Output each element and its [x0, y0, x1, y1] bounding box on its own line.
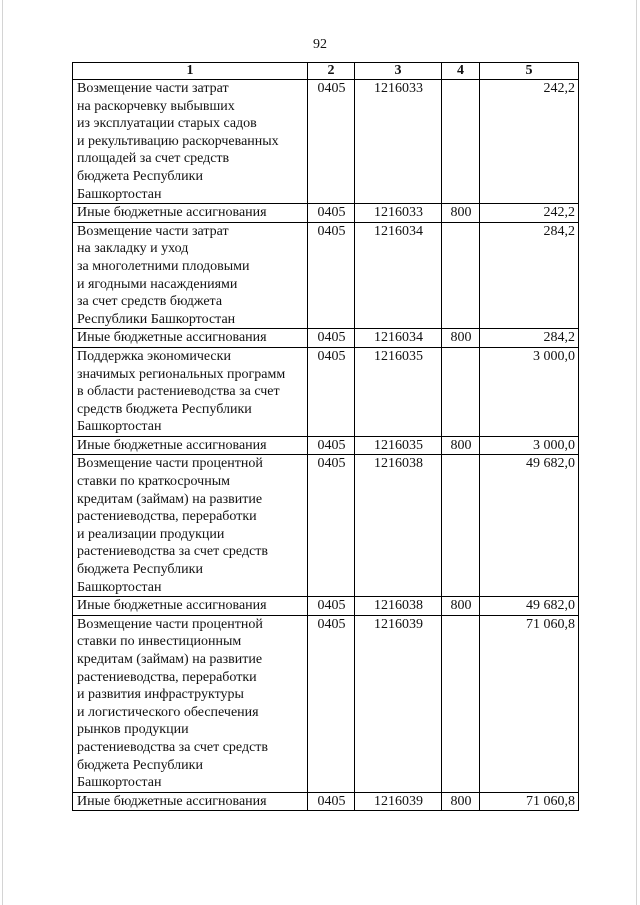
table-header-row	[73, 63, 579, 80]
table-row	[73, 792, 579, 811]
row-target-code: 1216035	[355, 347, 442, 436]
row-type-code: 800	[442, 329, 480, 348]
row-section-code: 0405	[308, 615, 355, 792]
row-section-code: 0405	[308, 436, 355, 455]
row-name: Иные бюджетные ассигнования	[73, 329, 308, 348]
row-section-code: 0405	[308, 80, 355, 204]
row-type-code	[442, 615, 480, 792]
row-type-code	[442, 455, 480, 597]
row-name: Возмещение части затрат на закладку и уход за многолетними плодовыми и ягодными насаждениями за счет средств бюджета Республики Башкортостан	[73, 222, 308, 329]
row-section-code: 0405	[308, 329, 355, 348]
row-target-code: 1216038	[355, 455, 442, 597]
row-amount: 71 060,8	[480, 615, 579, 792]
budget-table	[72, 62, 579, 811]
row-amount: 71 060,8	[480, 792, 579, 811]
table-row	[73, 436, 579, 455]
page-number: 92	[313, 37, 327, 52]
row-type-code: 800	[442, 436, 480, 455]
row-type-code: 800	[442, 597, 480, 616]
scan-left-edge	[2, 0, 3, 905]
row-type-code	[442, 347, 480, 436]
table-row	[73, 204, 579, 223]
row-amount: 284,2	[480, 329, 579, 348]
row-amount: 3 000,0	[480, 347, 579, 436]
row-name: Иные бюджетные ассигнования	[73, 597, 308, 616]
row-section-code: 0405	[308, 792, 355, 811]
row-section-code: 0405	[308, 597, 355, 616]
column-header-4: 4	[442, 63, 480, 80]
row-type-code: 800	[442, 792, 480, 811]
table-row	[73, 615, 579, 792]
row-name: Поддержка экономически значимых региональных программ в области растениеводства за счет средств бюджета Республики Башкортостан	[73, 347, 308, 436]
row-target-code: 1216033	[355, 204, 442, 223]
row-name: Иные бюджетные ассигнования	[73, 792, 308, 811]
table-row	[73, 455, 579, 597]
table-row	[73, 222, 579, 329]
table-row	[73, 80, 579, 204]
row-target-code: 1216038	[355, 597, 442, 616]
row-type-code	[442, 222, 480, 329]
row-name: Иные бюджетные ассигнования	[73, 204, 308, 223]
row-target-code: 1216034	[355, 329, 442, 348]
row-amount: 49 682,0	[480, 455, 579, 597]
row-target-code: 1216039	[355, 615, 442, 792]
row-name: Возмещение части затрат на раскорчевку выбывших из эксплуатации старых садов и рекультивацию раскорчеванных площадей за счет средств бюджета Республики Башкортостан	[73, 80, 308, 204]
row-section-code: 0405	[308, 347, 355, 436]
row-amount: 242,2	[480, 80, 579, 204]
column-header-5: 5	[480, 63, 579, 80]
row-target-code: 1216033	[355, 80, 442, 204]
row-name: Иные бюджетные ассигнования	[73, 436, 308, 455]
row-amount: 3 000,0	[480, 436, 579, 455]
row-name: Возмещение части процентной ставки по инвестиционным кредитам (займам) на развитие растениеводства, переработки и развития инфраструктуры и логистического обеспечения рынков продукции растениеводства за счет средств бюджета Республики Башкортостан	[73, 615, 308, 792]
row-target-code: 1216034	[355, 222, 442, 329]
row-amount: 242,2	[480, 204, 579, 223]
column-header-1: 1	[73, 63, 308, 80]
table-row	[73, 329, 579, 348]
row-type-code: 800	[442, 204, 480, 223]
scan-right-edge	[636, 0, 637, 905]
table-row	[73, 347, 579, 436]
row-section-code: 0405	[308, 222, 355, 329]
table-row	[73, 597, 579, 616]
row-target-code: 1216035	[355, 436, 442, 455]
row-target-code: 1216039	[355, 792, 442, 811]
row-section-code: 0405	[308, 455, 355, 597]
row-amount: 284,2	[480, 222, 579, 329]
column-header-2: 2	[308, 63, 355, 80]
row-amount: 49 682,0	[480, 597, 579, 616]
column-header-3: 3	[355, 63, 442, 80]
row-section-code: 0405	[308, 204, 355, 223]
row-name: Возмещение части процентной ставки по краткосрочным кредитам (займам) на развитие растениеводства, переработки и реализации продукции растениеводства за счет средств бюджета Республики Башкортостан	[73, 455, 308, 597]
row-type-code	[442, 80, 480, 204]
